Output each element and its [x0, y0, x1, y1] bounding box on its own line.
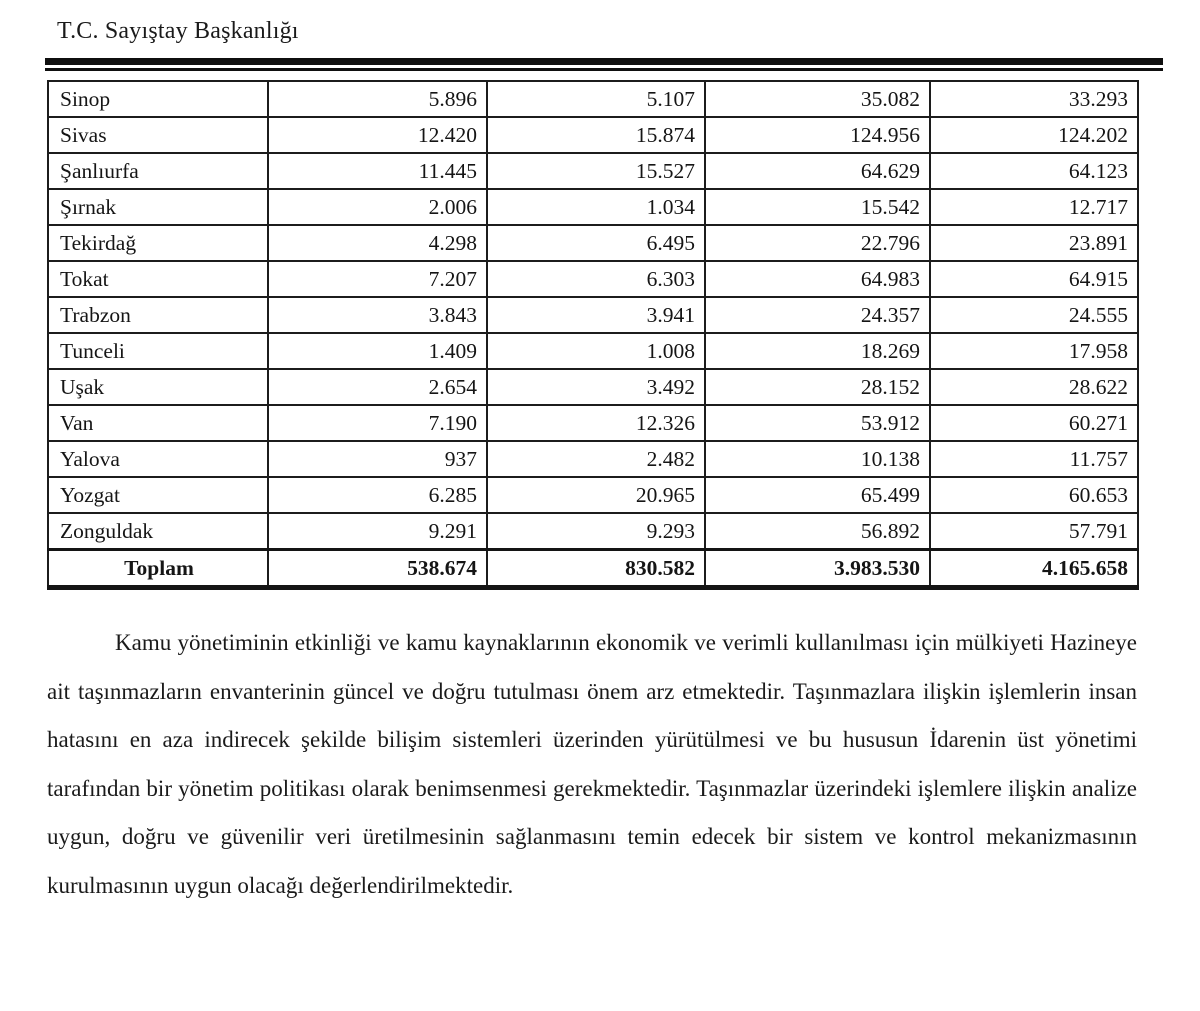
value-cell: 33.293 [930, 81, 1138, 117]
value-cell: 2.654 [268, 369, 487, 405]
value-cell: 57.791 [930, 513, 1138, 550]
table-row [48, 441, 1138, 477]
value-cell: 28.622 [930, 369, 1138, 405]
value-cell: 7.207 [268, 261, 487, 297]
value-cell: 15.527 [487, 153, 705, 189]
value-cell: 56.892 [705, 513, 930, 550]
value-cell: 65.499 [705, 477, 930, 513]
value-cell: 5.896 [268, 81, 487, 117]
header-rule [45, 58, 1163, 71]
province-name-cell: Sivas [48, 117, 268, 153]
value-cell: 20.965 [487, 477, 705, 513]
value-cell: 3.941 [487, 297, 705, 333]
table-row [48, 81, 1138, 117]
value-cell: 6.285 [268, 477, 487, 513]
value-cell: 124.202 [930, 117, 1138, 153]
value-cell: 6.495 [487, 225, 705, 261]
value-cell: 64.983 [705, 261, 930, 297]
value-cell: 2.482 [487, 441, 705, 477]
table-row [48, 369, 1138, 405]
province-name-cell: Yalova [48, 441, 268, 477]
total-value-cell: 3.983.530 [705, 550, 930, 588]
table-row [48, 189, 1138, 225]
table-row [48, 405, 1138, 441]
page-header: T.C. Sayıştay Başkanlığı [57, 18, 299, 44]
province-name-cell: Tekirdağ [48, 225, 268, 261]
total-value-cell: 4.165.658 [930, 550, 1138, 588]
value-cell: 35.082 [705, 81, 930, 117]
value-cell: 124.956 [705, 117, 930, 153]
value-cell: 12.420 [268, 117, 487, 153]
value-cell: 22.796 [705, 225, 930, 261]
total-value-cell: 830.582 [487, 550, 705, 588]
body-paragraph: Kamu yönetiminin etkinliği ve kamu kaynaklarının ekonomik ve verimli kullanılması için mülkiyeti Hazineye ait taşınmazların envanterinin güncel ve doğru tutulması önem arz etmektedir. Taşınmazlara ilişkin işlemlerin insan hatasını en aza indirecek şekilde bilişim sistemleri üzerinden yürütülmesi ve bu hususun İdarenin üst yönetimi tarafından bir yönetim politikası olarak benimsenmesi gerekmektedir. Taşınmazlar üzerindeki işlemlere ilişkin analize uygun, doğru ve güvenilir veri üretilmesinin sağlanmasını temin edecek bir sistem ve kontrol mekanizmasının kurulmasının uygun olacağı değerlendirilmektedir. [47, 630, 1137, 898]
total-value-cell: 538.674 [268, 550, 487, 588]
table-row [48, 333, 1138, 369]
value-cell: 15.874 [487, 117, 705, 153]
value-cell: 3.492 [487, 369, 705, 405]
table-row [48, 153, 1138, 189]
value-cell: 53.912 [705, 405, 930, 441]
table-row [48, 117, 1138, 153]
value-cell: 3.843 [268, 297, 487, 333]
value-cell: 28.152 [705, 369, 930, 405]
province-name-cell: Şırnak [48, 189, 268, 225]
table-row [48, 477, 1138, 513]
value-cell: 24.555 [930, 297, 1138, 333]
value-cell: 1.409 [268, 333, 487, 369]
province-name-cell: Şanlıurfa [48, 153, 268, 189]
value-cell: 937 [268, 441, 487, 477]
province-name-cell: Tokat [48, 261, 268, 297]
value-cell: 1.034 [487, 189, 705, 225]
province-name-cell: Tunceli [48, 333, 268, 369]
value-cell: 12.717 [930, 189, 1138, 225]
value-cell: 11.757 [930, 441, 1138, 477]
value-cell: 60.271 [930, 405, 1138, 441]
value-cell: 2.006 [268, 189, 487, 225]
total-label-cell: Toplam [48, 550, 268, 588]
value-cell: 12.326 [487, 405, 705, 441]
value-cell: 9.293 [487, 513, 705, 550]
value-cell: 6.303 [487, 261, 705, 297]
value-cell: 17.958 [930, 333, 1138, 369]
value-cell: 15.542 [705, 189, 930, 225]
value-cell: 1.008 [487, 333, 705, 369]
value-cell: 23.891 [930, 225, 1138, 261]
value-cell: 18.269 [705, 333, 930, 369]
value-cell: 5.107 [487, 81, 705, 117]
table-total-row [48, 550, 1138, 588]
province-name-cell: Sinop [48, 81, 268, 117]
value-cell: 4.298 [268, 225, 487, 261]
value-cell: 64.629 [705, 153, 930, 189]
province-name-cell: Van [48, 405, 268, 441]
table-row [48, 225, 1138, 261]
province-name-cell: Yozgat [48, 477, 268, 513]
value-cell: 64.915 [930, 261, 1138, 297]
value-cell: 64.123 [930, 153, 1138, 189]
value-cell: 9.291 [268, 513, 487, 550]
table-row [48, 297, 1138, 333]
value-cell: 7.190 [268, 405, 487, 441]
province-name-cell: Trabzon [48, 297, 268, 333]
value-cell: 24.357 [705, 297, 930, 333]
province-name-cell: Uşak [48, 369, 268, 405]
table-row [48, 513, 1138, 550]
table-row [48, 261, 1138, 297]
value-cell: 60.653 [930, 477, 1138, 513]
province-data-table [47, 80, 1139, 590]
province-name-cell: Zonguldak [48, 513, 268, 550]
value-cell: 10.138 [705, 441, 930, 477]
value-cell: 11.445 [268, 153, 487, 189]
